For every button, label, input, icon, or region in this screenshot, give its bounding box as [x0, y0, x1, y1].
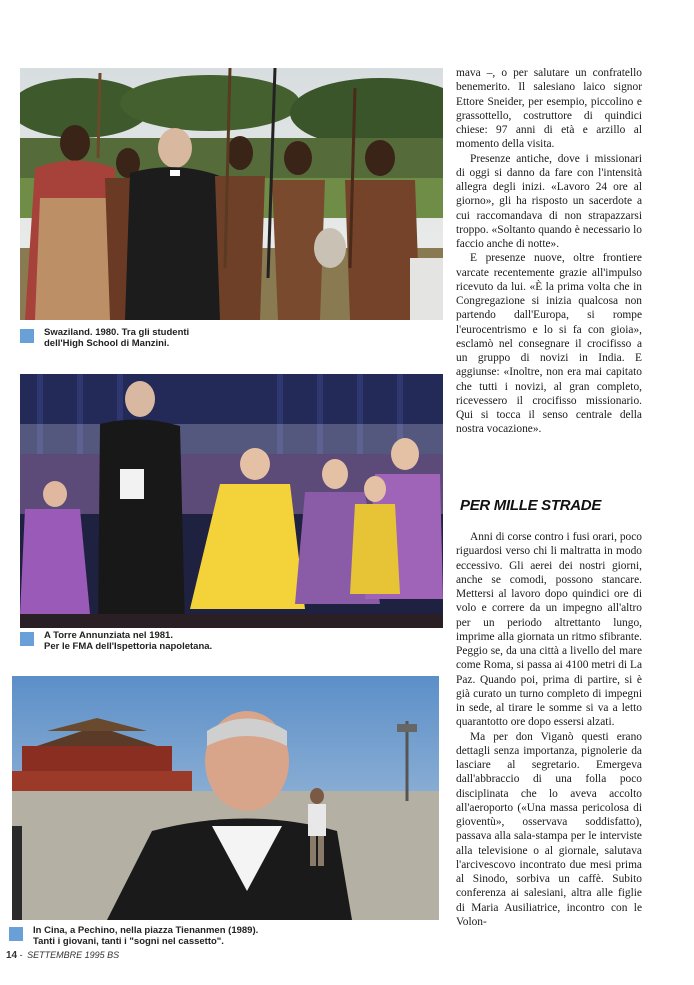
- caption-marker: [20, 632, 34, 646]
- photo-swaziland: [20, 68, 443, 320]
- magazine-issue: SETTEMBRE 1995 BS: [27, 950, 120, 960]
- paragraph: Anni di corse contro i fusi orari, poco riguardosi verso chi li maltratta in modo eccessivo. Gli aerei dei nostri giorni, anche se comodi, possono stancare. Mettersi al lavoro dopo quindici ore di volo e correre da un impegno all'altro per un periodo altrettanto lungo, imprime alla giornata un ritmo sfibrante. Peggio se, da una città a livello del mare come Roma, si passa ai 4100 metri di La Paz. Quando poi, prima di partire, si è già curato un turno completo di impegni in sede, al tirare le somme si va a letto quarantotto ore dopo essersi alzati.: [456, 531, 642, 729]
- photo-pechino: [12, 676, 439, 920]
- article-column-top: [456, 66, 642, 437]
- paragraph: mava –, o per salutare un confratello benemerito. Il salesiano laico signor Ettore Sneider, per esempio, piccolino e grassottello, costruttore di quindici chiese: 97 anni di età e arzillo al momento della visita.: [456, 67, 642, 151]
- footer-separator: -: [17, 950, 26, 960]
- caption-marker: [20, 329, 34, 343]
- photo-torre-annunziata: [20, 374, 443, 628]
- page-footer: [6, 950, 119, 961]
- caption-text: In Cina, a Pechino, nella piazza Tienanmen (1989). Tanti i giovani, tanti i "sogni nel cassetto".: [33, 925, 259, 947]
- caption-text: Swaziland. 1980. Tra gli studenti dell'High School di Manzini.: [44, 327, 190, 349]
- page-number: 14: [6, 950, 18, 961]
- caption-text: A Torre Annunziata nel 1981. Per le FMA dell'Ispettoria napoletana.: [44, 630, 213, 652]
- section-heading: PER MILLE STRADE: [460, 497, 602, 514]
- caption-marker: [9, 927, 23, 941]
- article-column-bottom: [456, 530, 642, 929]
- paragraph: Ma per don Viganò questi erano dettagli senza importanza, pignolerie da lasciare al segretario. Emergeva dall'abbraccio di una folla poco disciplinata che lo aveva accolto all'aeroporto («Una massa pericolosa di gioventù», osservava soddisfatto), passava alla sala-stampa per le interviste alla televisione o al giornale, salutava l'arcivescovo incontrato due mesi prima al Sinodo, sorbiva un caffè. Subito conferenza ai salesiani, altra alle figlie di Maria Ausiliatrice, incontro con le Volon-: [456, 730, 642, 928]
- paragraph: Presenze antiche, dove i missionari di oggi si danno da fare con l'intensità allegra degli inizi. «Lavoro 24 ore al giorno», gli ha risposto un sacerdote a cui raccomandava di non strapazzarsi troppo. «Soltanto quando è necessario lo faccio anche di notte».: [456, 152, 642, 250]
- paragraph: E presenze nuove, oltre frontiere varcate recentemente grazie all'impulso ricevuto da lui. «È la prima volta che in Congregazione si inizia qualcosa non partendo dall'Europa, si rompe l'eurocentrismo e lo si fa con gioia», esclamò nel consegnare il crocifisso a un gruppo di novizi in India. E aggiunse: «Inoltre, non era mai capitato che tutti i novizi, al gran completo, ricevessero il crocifisso missionario. Qui si tocca il senso centrale della nostra vocazione».: [456, 252, 642, 436]
